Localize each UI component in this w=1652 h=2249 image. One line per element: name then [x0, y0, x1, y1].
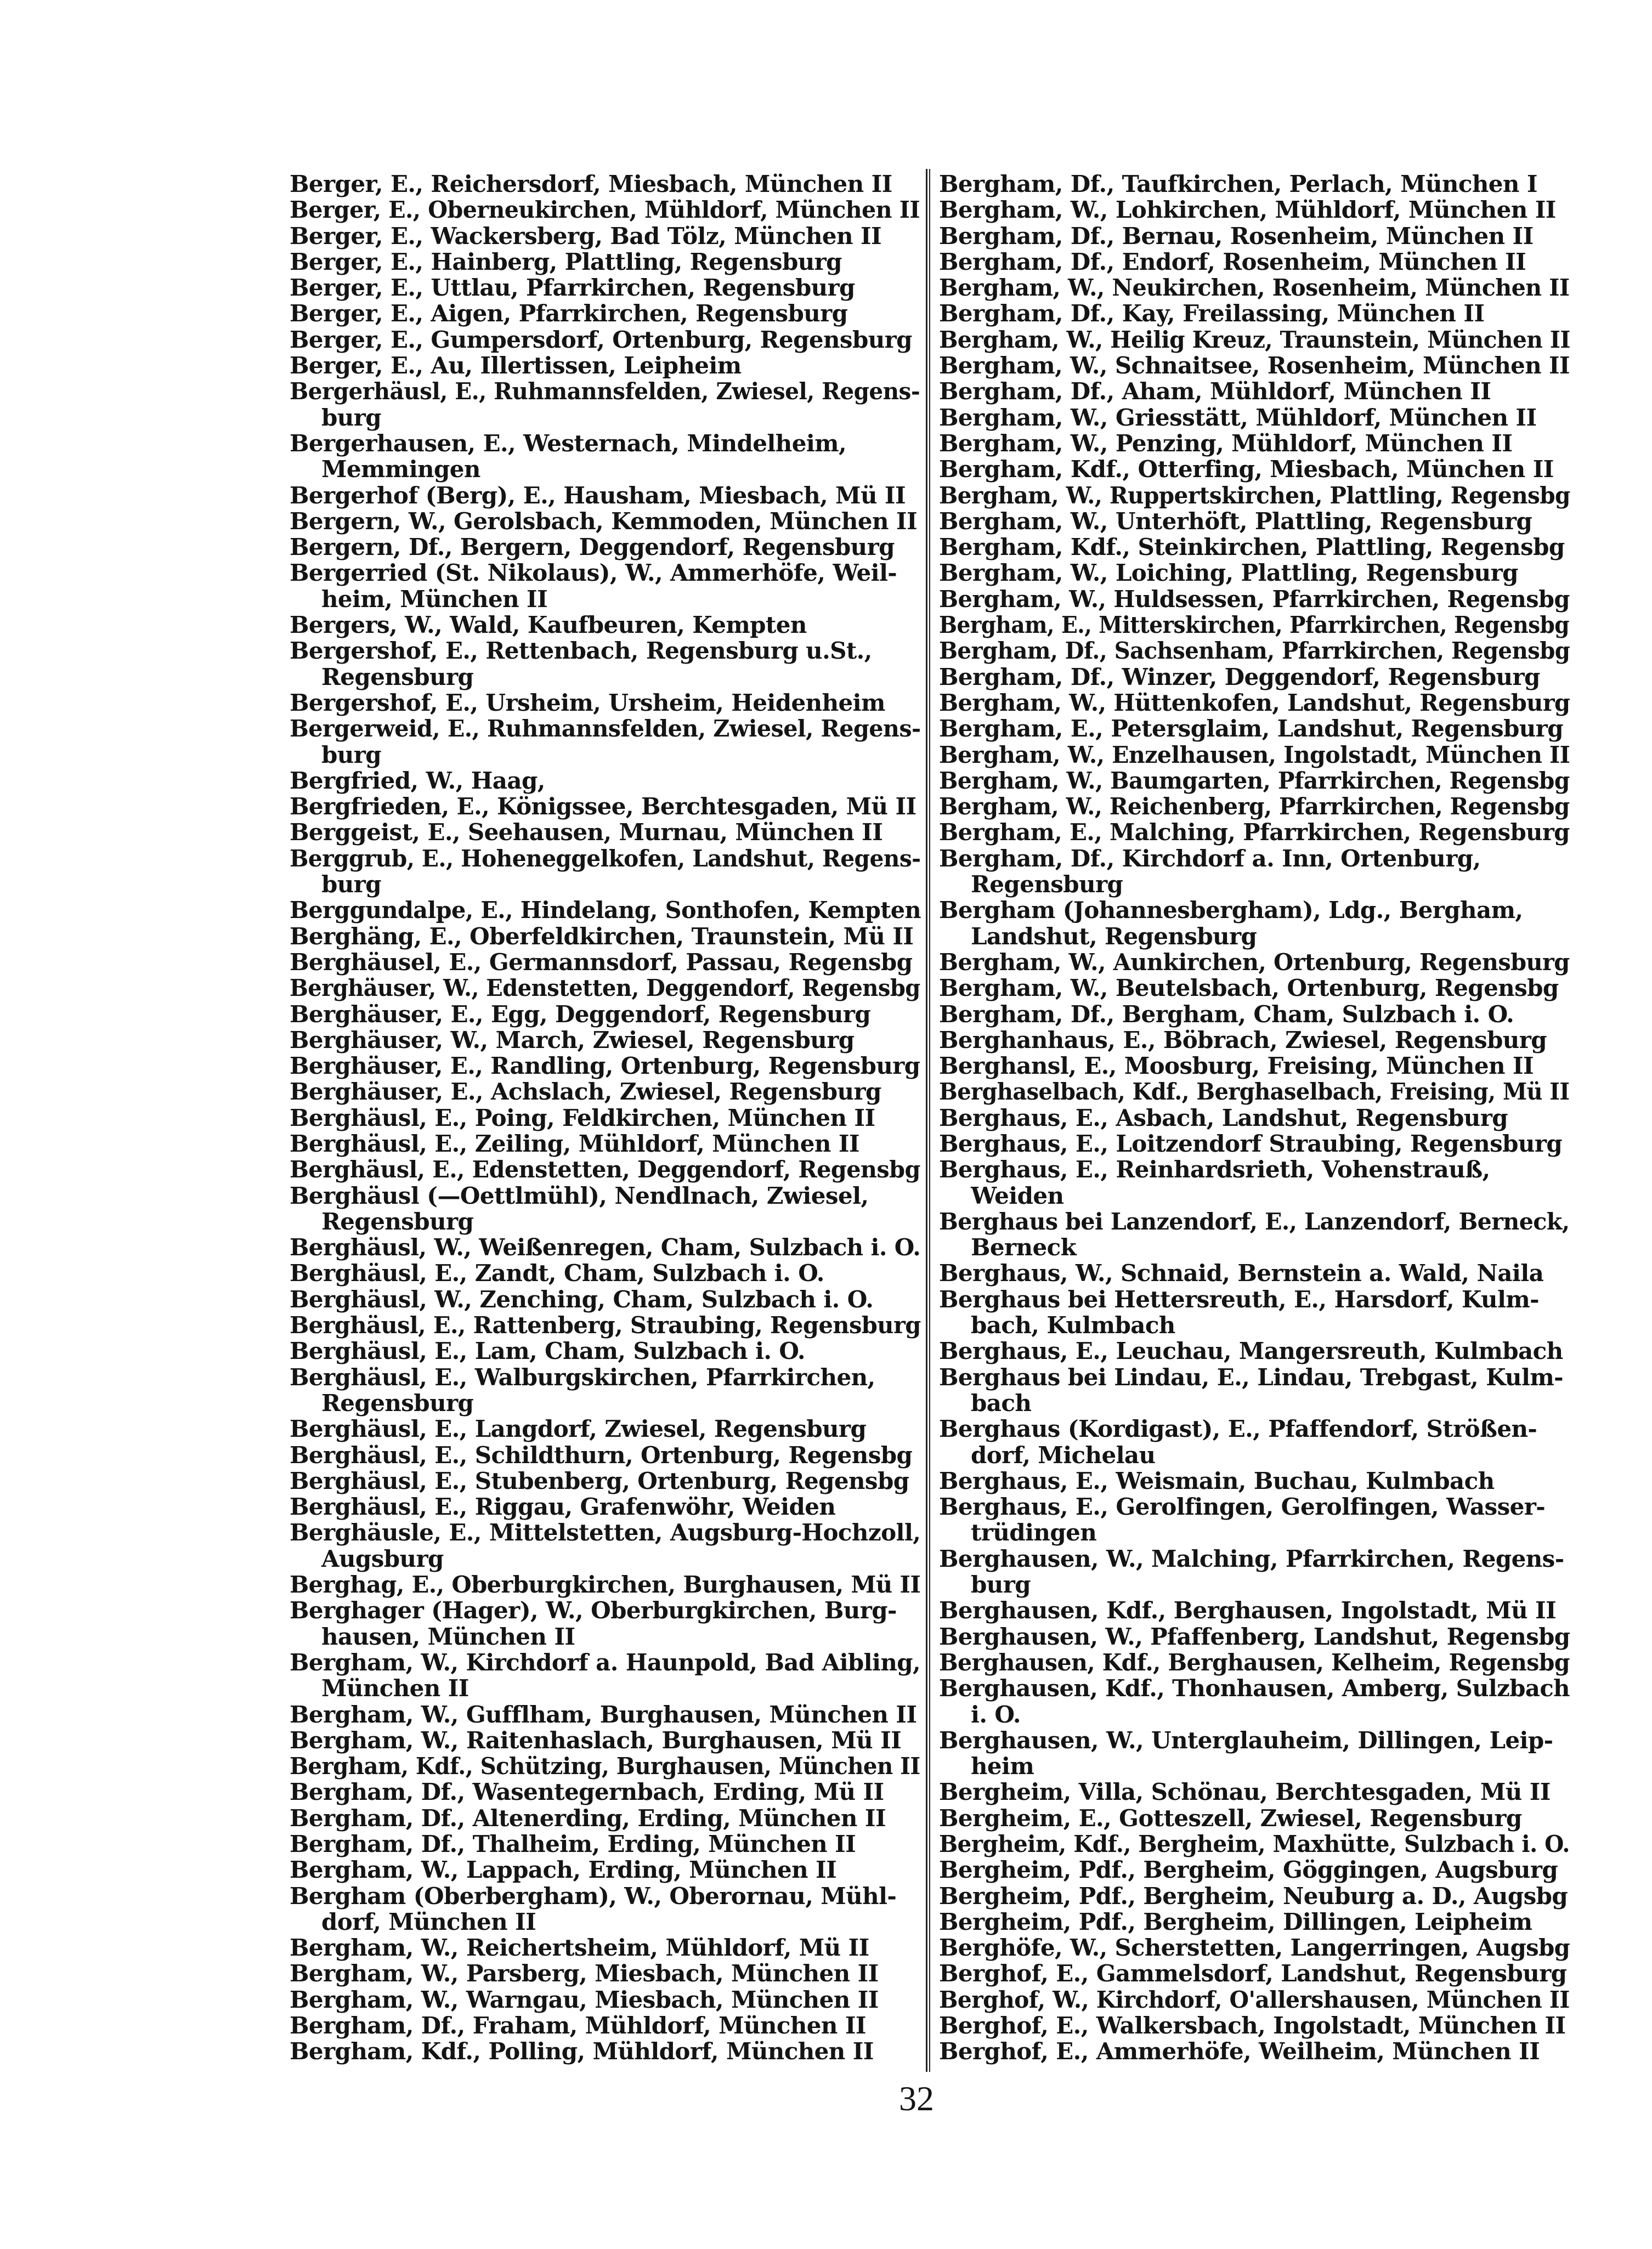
- gazetteer-entry: [939, 1909, 1570, 1935]
- entry-line: Berghäusl, E., Langdorf, Zwiesel, Regensburg: [290, 1415, 867, 1443]
- entry-line: Berghausen, W., Pfaffenberg, Landshut, Regensbg: [939, 1623, 1570, 1650]
- gazetteer-entry: [290, 1961, 920, 1986]
- entry-line: Berger, E., Wackersberg, Bad Tölz, München II: [290, 222, 882, 250]
- gazetteer-entry: [939, 534, 1570, 560]
- gazetteer-entry: [290, 1416, 920, 1442]
- entry-line: Bergheim, Pdf., Bergheim, Göggingen, Augsburg: [939, 1856, 1558, 1884]
- entry-line: Berger, E., Gumpersdorf, Ortenburg, Regensburg: [290, 326, 912, 353]
- gazetteer-entry: [939, 249, 1570, 275]
- gazetteer-entry: [290, 1572, 920, 1597]
- entry-line: Berghäng, E., Oberfeldkirchen, Traunstein, Mü II: [290, 922, 914, 950]
- entry-line: Bergerhausen, E., Westernach, Mindelheim,: [290, 429, 847, 457]
- entry-line: Bergerweid, E., Ruhmannsfelden, Zwiesel, Regens-: [290, 715, 921, 743]
- gazetteer-entry: [939, 1779, 1570, 1805]
- gazetteer-entry: [939, 949, 1570, 975]
- entry-line: Bergham (Johannesbergham), Ldg., Bergham,: [939, 897, 1523, 924]
- gazetteer-entry: [290, 171, 920, 197]
- gazetteer-entry: [290, 768, 920, 794]
- entry-line: Bergham, Df., Bernau, Rosenheim, München II: [939, 222, 1534, 250]
- entry-continuation-line: Augsburg: [321, 1545, 444, 1572]
- entry-line: Berghof, E., Gammelsdorf, Landshut, Regensburg: [939, 1960, 1567, 1987]
- entry-line: Bergham, W., Warngau, Miesbach, München II: [290, 1986, 879, 2013]
- entry-continuation-line: i. O.: [971, 1701, 1021, 1728]
- entry-line: Bergham, W., Heilig Kreuz, Traunstein, München II: [939, 326, 1570, 353]
- left-column: [290, 171, 920, 2065]
- gazetteer-entry: [290, 2013, 920, 2038]
- entry-continuation-line: bach, Kulmbach: [971, 1312, 1175, 1339]
- entry-line: Bergham, Kdf., Otterfing, Miesbach, München II: [939, 456, 1554, 483]
- gazetteer-entry: [939, 638, 1570, 664]
- gazetteer-entry: [290, 1857, 920, 1883]
- gazetteer-entry: [939, 586, 1570, 612]
- gazetteer-entry: [290, 508, 920, 534]
- entry-line: Bergheim, Pdf., Bergheim, Dillingen, Leipheim: [939, 1908, 1532, 1935]
- gazetteer-entry: [290, 483, 920, 508]
- entry-line: Berghäuser, E., Egg, Deggendorf, Regensburg: [290, 1000, 871, 1028]
- entry-line: Berghaus, W., Schnaid, Bernstein a. Wald, Naila: [939, 1260, 1544, 1287]
- entry-line: Berger, E., Oberneukirchen, Mühldorf, München II: [290, 196, 920, 224]
- gazetteer-entry: [290, 378, 920, 430]
- entry-line: Bergershof, E., Rettenbach, Regensburg u.St.,: [290, 637, 872, 665]
- entry-line: Berghaus, E., Reinhardsrieth, Vohenstrauß,: [939, 1156, 1490, 1183]
- entry-line: Berggundalpe, E., Hindelang, Sonthofen, Kempten: [290, 897, 921, 924]
- entry-line: Bergheim, Kdf., Bergheim, Maxhütte, Sulzbach i. O.: [939, 1831, 1570, 1857]
- gazetteer-entry: [939, 1831, 1570, 1857]
- gazetteer-entry: [290, 275, 920, 301]
- entry-line: Bergheim, E., Gotteszell, Zwiesel, Regensburg: [939, 1804, 1522, 1832]
- entry-line: Berghaselbach, Kdf., Berghaselbach, Freising, Mü II: [939, 1078, 1570, 1106]
- entry-line: Bergerried (St. Nikolaus), W., Ammerhöfe, Weil-: [290, 559, 897, 587]
- gazetteer-entry: [939, 794, 1570, 819]
- entry-line: Bergham, W., Unterhöft, Plattling, Regensburg: [939, 507, 1532, 535]
- gazetteer-entry: [290, 1157, 920, 1182]
- entry-line: Bergham, Df., Fraham, Mühldorf, München II: [290, 2012, 866, 2040]
- entry-line: Berger, E., Aigen, Pfarrkirchen, Regensburg: [290, 300, 848, 327]
- gazetteer-entry: [290, 1779, 920, 1805]
- gazetteer-entry: [939, 1027, 1570, 1053]
- entry-line: Bergham, W., Beutelsbach, Ortenburg, Regensbg: [939, 975, 1559, 1002]
- entry-line: Berghager (Hager), W., Oberburgkirchen, Burg-: [290, 1597, 897, 1624]
- entry-line: Bergham, Df., Bergham, Cham, Sulzbach i. O.: [939, 1000, 1514, 1028]
- entry-line: Bergham, Kdf., Polling, Mühldorf, München II: [290, 2038, 874, 2065]
- gazetteer-entry: [290, 249, 920, 275]
- entry-continuation-line: Regensburg: [321, 1208, 474, 1235]
- gazetteer-entry: [939, 223, 1570, 249]
- entry-line: Bergern, W., Gerolsbach, Kemmoden, München II: [290, 507, 918, 535]
- gazetteer-entry: [939, 1001, 1570, 1027]
- entry-line: Berghäusl, E., Stubenberg, Ortenburg, Regensbg: [290, 1467, 909, 1494]
- entry-line: Berghaus, E., Leuchau, Mangersreuth, Kulmbach: [939, 1338, 1563, 1365]
- gazetteer-entry: [939, 1650, 1570, 1675]
- gazetteer-entry: [939, 1079, 1570, 1104]
- gazetteer-entry: [939, 1287, 1570, 1339]
- entry-line: Berghäusl, E., Riggau, Grafenwöhr, Weiden: [290, 1493, 836, 1521]
- gazetteer-entry: [939, 2038, 1570, 2064]
- entry-line: Berghaus, E., Asbach, Landshut, Regensburg: [939, 1104, 1508, 1131]
- entry-continuation-line: heim: [971, 1753, 1034, 1780]
- gazetteer-entry: [290, 1935, 920, 1961]
- entry-line: Bergheim, Villa, Schönau, Berchtesgaden, Mü II: [939, 1778, 1551, 1806]
- gazetteer-entry: [939, 1338, 1570, 1364]
- gazetteer-entry: [939, 768, 1570, 794]
- gazetteer-entry: [939, 197, 1570, 223]
- gazetteer-entry: [939, 819, 1570, 845]
- column-divider: [926, 169, 930, 2072]
- gazetteer-entry: [290, 534, 920, 560]
- gazetteer-entry: [290, 327, 920, 353]
- entry-line: Bergerhof (Berg), E., Hausham, Miesbach, Mü II: [290, 481, 906, 509]
- gazetteer-entry: [939, 1209, 1570, 1261]
- entry-continuation-line: Berneck: [971, 1234, 1077, 1261]
- entry-line: Bergham, Df., Wasentegernbach, Erding, Mü II: [290, 1778, 884, 1806]
- entry-line: Bergham, Df., Thalheim, Erding, München II: [290, 1831, 856, 1857]
- entry-line: Berghausen, Kdf., Thonhausen, Amberg, Sulzbach: [939, 1675, 1570, 1702]
- entry-line: Bergham, W., Lappach, Erding, München II: [290, 1856, 837, 1884]
- gazetteer-entry: [939, 378, 1570, 404]
- entry-continuation-line: Regensburg: [321, 663, 474, 690]
- gazetteer-entry: [290, 975, 920, 1001]
- gazetteer-entry: [939, 716, 1570, 741]
- gazetteer-entry: [290, 819, 920, 845]
- entry-line: Berghäuser, E., Randling, Ortenburg, Regensburg: [290, 1052, 920, 1080]
- gazetteer-entry: [939, 301, 1570, 326]
- entry-line: Berghäusl, E., Schildthurn, Ortenburg, Regensbg: [290, 1441, 913, 1469]
- entry-line: Berghof, E., Walkersbach, Ingolstadt, München II: [939, 2012, 1566, 2040]
- gazetteer-entry: [290, 301, 920, 326]
- gazetteer-entry: [290, 1831, 920, 1857]
- page-number: 32: [899, 2079, 934, 2118]
- gazetteer-entry: [290, 1520, 920, 1572]
- entry-continuation-line: burg: [321, 404, 381, 431]
- gazetteer-entry: [939, 1416, 1570, 1468]
- entry-line: Berghag, E., Oberburgkirchen, Burghausen, Mü II: [290, 1571, 921, 1599]
- entry-line: Berghäusl (—Oettlmühl), Nendlnach, Zwiesel,: [290, 1182, 869, 1209]
- entry-line: Bergham (Oberbergham), W., Oberornau, Mühl-: [290, 1882, 897, 1910]
- gazetteer-entry: [939, 1961, 1570, 1986]
- entry-line: Bergham, W., Kirchdorf a. Haunpold, Bad Aibling,: [290, 1648, 921, 1676]
- gazetteer-entry: [290, 1650, 920, 1702]
- right-column: [939, 171, 1570, 2065]
- gazetteer-entry: [939, 1131, 1570, 1157]
- entry-line: Berghaus, E., Gerolfingen, Gerolfingen, Wasser-: [939, 1493, 1546, 1521]
- gazetteer-entry: [290, 612, 920, 638]
- entry-line: Berghäuser, W., March, Zwiesel, Regensburg: [290, 1026, 855, 1053]
- gazetteer-entry: [939, 275, 1570, 301]
- gazetteer-entry: [290, 1727, 920, 1753]
- gazetteer-entry: [939, 846, 1570, 898]
- entry-line: Berghäusl, E., Rattenberg, Straubing, Regensburg: [290, 1312, 921, 1339]
- gazetteer-entry: [939, 1624, 1570, 1650]
- gazetteer-entry: [939, 1857, 1570, 1883]
- entry-continuation-line: heim, München II: [321, 585, 548, 613]
- gazetteer-entry: [290, 1027, 920, 1053]
- gazetteer-entry: [939, 664, 1570, 690]
- gazetteer-entry: [290, 353, 920, 378]
- entry-line: Berghaus bei Lindau, E., Lindau, Trebgast, Kulm-: [939, 1363, 1564, 1391]
- entry-line: Berger, E., Uttlau, Pfarrkirchen, Regensburg: [290, 274, 855, 302]
- gazetteer-entry: [939, 1546, 1570, 1598]
- gazetteer-entry: [290, 1234, 920, 1260]
- gazetteer-entry: [290, 1702, 920, 1727]
- entry-line: Berghaus, E., Weismain, Buchau, Kulmbach: [939, 1467, 1495, 1494]
- gazetteer-entry: [290, 1001, 920, 1027]
- entry-continuation-line: dorf, Michelau: [971, 1441, 1156, 1469]
- gazetteer-entry: [290, 924, 920, 949]
- gazetteer-entry: [939, 1935, 1570, 1961]
- entry-line: Bergham, Df., Endorf, Rosenheim, München II: [939, 248, 1526, 275]
- gazetteer-entry: [939, 456, 1570, 482]
- gazetteer-entry: [939, 560, 1570, 586]
- gazetteer-entry: [290, 1597, 920, 1650]
- entry-continuation-line: bach: [971, 1389, 1032, 1417]
- entry-line: Bergham, Kdf., Schützing, Burghausen, München II: [290, 1753, 920, 1780]
- entry-line: Berggrub, E., Hoheneggelkofen, Landshut, Regens-: [290, 845, 921, 872]
- gazetteer-entry: [290, 2038, 920, 2064]
- gazetteer-entry: [939, 2013, 1570, 2038]
- entry-line: Berghäuser, E., Achslach, Zwiesel, Regensburg: [290, 1078, 881, 1106]
- gazetteer-entry: [939, 508, 1570, 534]
- entry-line: Bergham, Df., Altenerding, Erding, München II: [290, 1804, 886, 1832]
- entry-line: Bergham, W., Huldsessen, Pfarrkirchen, Regensbg: [939, 585, 1570, 613]
- gazetteer-entry: [290, 949, 920, 975]
- entry-line: Bergham, W., Hüttenkofen, Landshut, Regensburg: [939, 689, 1570, 716]
- entry-line: Berghäusl, E., Zeiling, Mühldorf, München II: [290, 1130, 859, 1157]
- entry-continuation-line: Memmingen: [321, 456, 480, 483]
- entry-line: Berghanhaus, E., Böbrach, Zwiesel, Regensburg: [939, 1026, 1547, 1053]
- gazetteer-entry: [290, 846, 920, 898]
- gazetteer-entry: [290, 897, 920, 923]
- gazetteer-entry: [939, 1805, 1570, 1831]
- entry-line: Berghäusl, E., Edenstetten, Deggendorf, Regensbg: [290, 1156, 920, 1183]
- entry-continuation-line: Landshut, Regensburg: [971, 922, 1257, 950]
- gazetteer-entry: [939, 353, 1570, 378]
- entry-line: Bergham, W., Lohkirchen, Mühldorf, München II: [939, 196, 1556, 224]
- gazetteer-entry: [939, 1597, 1570, 1623]
- entry-continuation-line: München II: [321, 1675, 469, 1702]
- entry-line: Berghaus, E., Loitzendorf Straubing, Regensburg: [939, 1130, 1563, 1157]
- entry-line: Berghäusel, E., Germannsdorf, Passau, Regensbg: [290, 948, 913, 976]
- entry-line: Berghaus (Kordigast), E., Pfaffendorf, Strößen-: [939, 1415, 1537, 1443]
- gazetteer-entry: [290, 1287, 920, 1312]
- gazetteer-entry: [939, 1468, 1570, 1494]
- entry-line: Berghäusl, W., Weißenregen, Cham, Sulzbach i. O.: [290, 1234, 921, 1261]
- entry-line: Bergershof, E., Ursheim, Ursheim, Heidenheim: [290, 689, 885, 716]
- entry-continuation-line: burg: [321, 871, 381, 898]
- gazetteer-entry: [290, 1805, 920, 1831]
- entry-line: Berggeist, E., Seehausen, Murnau, München II: [290, 819, 883, 846]
- entry-line: Bergham, Df., Sachsenham, Pfarrkirchen, Regensbg: [939, 637, 1570, 665]
- gazetteer-entry: [290, 1338, 920, 1364]
- entry-line: Bergham, E., Mitterskirchen, Pfarrkirchen, Regensbg: [939, 611, 1570, 639]
- entry-line: Bergers, W., Wald, Kaufbeuren, Kempten: [290, 611, 807, 639]
- entry-line: Bergham, W., Penzing, Mühldorf, München II: [939, 429, 1513, 457]
- entry-continuation-line: hausen, München II: [321, 1623, 575, 1650]
- gazetteer-entry: [290, 1753, 920, 1779]
- gazetteer-entry: [290, 1312, 920, 1338]
- entry-line: Bergerhäusl, E., Ruhmannsfelden, Zwiesel, Regens-: [290, 378, 920, 405]
- gazetteer-entry: [290, 716, 920, 768]
- entry-line: Berghäusle, E., Mittelstetten, Augsburg-Hochzoll,: [290, 1519, 921, 1546]
- entry-line: Bergheim, Pdf., Bergheim, Neuburg a. D., Augsbg: [939, 1882, 1568, 1910]
- entry-line: Berghausen, Kdf., Berghausen, Ingolstadt, Mü II: [939, 1597, 1557, 1624]
- entry-line: Bergham, E., Malching, Pfarrkirchen, Regensburg: [939, 819, 1570, 846]
- entry-line: Berghaus bei Lanzendorf, E., Lanzendorf, Berneck,: [939, 1208, 1570, 1235]
- entry-line: Bergham, W., Reichertsheim, Mühldorf, Mü II: [290, 1934, 869, 1962]
- entry-continuation-line: burg: [321, 741, 381, 768]
- entry-line: Bergham, W., Neukirchen, Rosenheim, München II: [939, 274, 1570, 302]
- gazetteer-entry: [290, 1131, 920, 1157]
- gazetteer-entry: [939, 1494, 1570, 1546]
- gazetteer-entry: [939, 612, 1570, 638]
- entry-continuation-line: Weiden: [971, 1182, 1064, 1209]
- entry-line: Bergfrieden, E., Königssee, Berchtesgaden, Mü II: [290, 793, 916, 820]
- gazetteer-entry: [939, 1727, 1570, 1780]
- entry-line: Bergfried, W., Haag,: [290, 767, 545, 794]
- gazetteer-entry: [290, 197, 920, 223]
- gazetteer-entry: [939, 405, 1570, 430]
- entry-line: Berger, E., Hainberg, Plattling, Regensburg: [290, 248, 842, 275]
- entry-continuation-line: Regensburg: [321, 1389, 474, 1417]
- entry-line: Berghöfe, W., Scherstetten, Langerringen, Augsbg: [939, 1934, 1570, 1962]
- gazetteer-entry: [939, 1157, 1570, 1209]
- entry-line: Berghäusl, E., Zandt, Cham, Sulzbach i. O.: [290, 1260, 824, 1287]
- gazetteer-entry: [290, 223, 920, 249]
- gazetteer-entry: [939, 1883, 1570, 1909]
- entry-line: Berghof, E., Ammerhöfe, Weilheim, München II: [939, 2038, 1540, 2065]
- entry-line: Berghäusl, W., Zenching, Cham, Sulzbach i. O.: [290, 1285, 874, 1313]
- entry-line: Bergham, E., Petersglaim, Landshut, Regensburg: [939, 715, 1563, 743]
- entry-line: Berghof, W., Kirchdorf, O'allershausen, München II: [939, 1986, 1570, 2013]
- entry-line: Bergham, Df., Taufkirchen, Perlach, München I: [939, 171, 1537, 197]
- entry-line: Berghaus bei Hettersreuth, E., Harsdorf, Kulm-: [939, 1285, 1539, 1313]
- entry-line: Bergham, Df., Winzer, Deggendorf, Regensburg: [939, 663, 1540, 690]
- gazetteer-entry: [939, 1260, 1570, 1286]
- gazetteer-entry: [939, 483, 1570, 508]
- gazetteer-entry: [290, 1364, 920, 1417]
- entry-line: Bergham, W., Baumgarten, Pfarrkirchen, Regensbg: [939, 767, 1570, 794]
- gazetteer-entry: [290, 1987, 920, 2013]
- gazetteer-entry: [290, 1079, 920, 1104]
- gazetteer-entry: [939, 1053, 1570, 1079]
- entry-line: Bergham, W., Gufflham, Burghausen, München II: [290, 1701, 917, 1728]
- entry-line: Berger, E., Reichersdorf, Miesbach, München II: [290, 171, 892, 197]
- gazetteer-entry: [939, 430, 1570, 456]
- entry-line: Bergham, W., Griesstätt, Mühldorf, München II: [939, 404, 1537, 431]
- entry-line: Bergham, W., Enzelhausen, Ingolstadt, München II: [939, 741, 1570, 768]
- entry-line: Bergham, Df., Kirchdorf a. Inn, Ortenburg,: [939, 845, 1481, 872]
- entry-line: Bergham, Kdf., Steinkirchen, Plattling, Regensbg: [939, 534, 1565, 561]
- entry-line: Berghäusl, E., Walburgskirchen, Pfarrkirchen,: [290, 1363, 875, 1391]
- entry-line: Berghäuser, W., Edenstetten, Deggendorf, Regensbg: [290, 975, 920, 1002]
- entry-line: Bergham, Df., Kay, Freilassing, München II: [939, 300, 1485, 327]
- entry-line: Bergern, Df., Bergern, Deggendorf, Regensburg: [290, 534, 895, 561]
- entry-line: Bergham, W., Ruppertskirchen, Plattling, Regensbg: [939, 481, 1570, 509]
- gazetteer-entry: [939, 1364, 1570, 1417]
- gazetteer-entry: [290, 1494, 920, 1520]
- entry-line: Berghäusl, E., Poing, Feldkirchen, München II: [290, 1104, 875, 1131]
- entry-continuation-line: trüdingen: [971, 1519, 1097, 1546]
- gazetteer-entry: [290, 690, 920, 716]
- gazetteer-entry: [939, 171, 1570, 197]
- gazetteer-entry: [290, 430, 920, 483]
- entry-line: Bergham, W., Raitenhaslach, Burghausen, Mü II: [290, 1726, 902, 1754]
- gazetteer-entry: [939, 327, 1570, 353]
- entry-line: Bergham, Df., Aham, Mühldorf, München II: [939, 378, 1491, 405]
- gazetteer-entry: [939, 975, 1570, 1001]
- gazetteer-entry: [939, 897, 1570, 949]
- entry-continuation-line: burg: [971, 1571, 1031, 1599]
- entry-line: Berghäusl, E., Lam, Cham, Sulzbach i. O.: [290, 1338, 805, 1365]
- gazetteer-entry: [939, 1987, 1570, 2013]
- entry-line: Berger, E., Au, Illertissen, Leipheim: [290, 352, 742, 379]
- gazetteer-entry: [939, 690, 1570, 716]
- entry-continuation-line: dorf, München II: [321, 1908, 536, 1935]
- entry-line: Berghansl, E., Moosburg, Freising, München II: [939, 1052, 1534, 1080]
- entry-line: Bergham, W., Reichenberg, Pfarrkirchen, Regensbg: [939, 793, 1570, 820]
- gazetteer-entry: [290, 1468, 920, 1494]
- entry-line: Bergham, W., Aunkirchen, Ortenburg, Regensburg: [939, 948, 1570, 976]
- gazetteer-entry: [290, 1183, 920, 1235]
- gazetteer-entry: [290, 1883, 920, 1935]
- entry-line: Berghausen, W., Malching, Pfarrkirchen, Regens-: [939, 1545, 1564, 1572]
- entry-line: Bergham, W., Schnaitsee, Rosenheim, München II: [939, 352, 1570, 379]
- gazetteer-entry: [290, 1053, 920, 1079]
- entry-line: Bergham, W., Loiching, Plattling, Regensburg: [939, 559, 1518, 587]
- entry-line: Berghausen, Kdf., Berghausen, Kelheim, Regensbg: [939, 1648, 1570, 1676]
- gazetteer-entry: [939, 742, 1570, 768]
- gazetteer-entry: [939, 1675, 1570, 1727]
- gazetteer-entry: [290, 794, 920, 819]
- entry-line: Berghausen, W., Unterglauheim, Dillingen, Leip-: [939, 1726, 1553, 1754]
- gazetteer-entry: [939, 1105, 1570, 1131]
- gazetteer-entry: [290, 560, 920, 612]
- gazetteer-entry: [290, 1105, 920, 1131]
- entry-line: Bergham, W., Parsberg, Miesbach, München II: [290, 1960, 879, 1987]
- gazetteer-entry: [290, 1442, 920, 1468]
- gazetteer-entry: [290, 1260, 920, 1286]
- gazetteer-entry: [290, 638, 920, 690]
- entry-continuation-line: Regensburg: [971, 871, 1123, 898]
